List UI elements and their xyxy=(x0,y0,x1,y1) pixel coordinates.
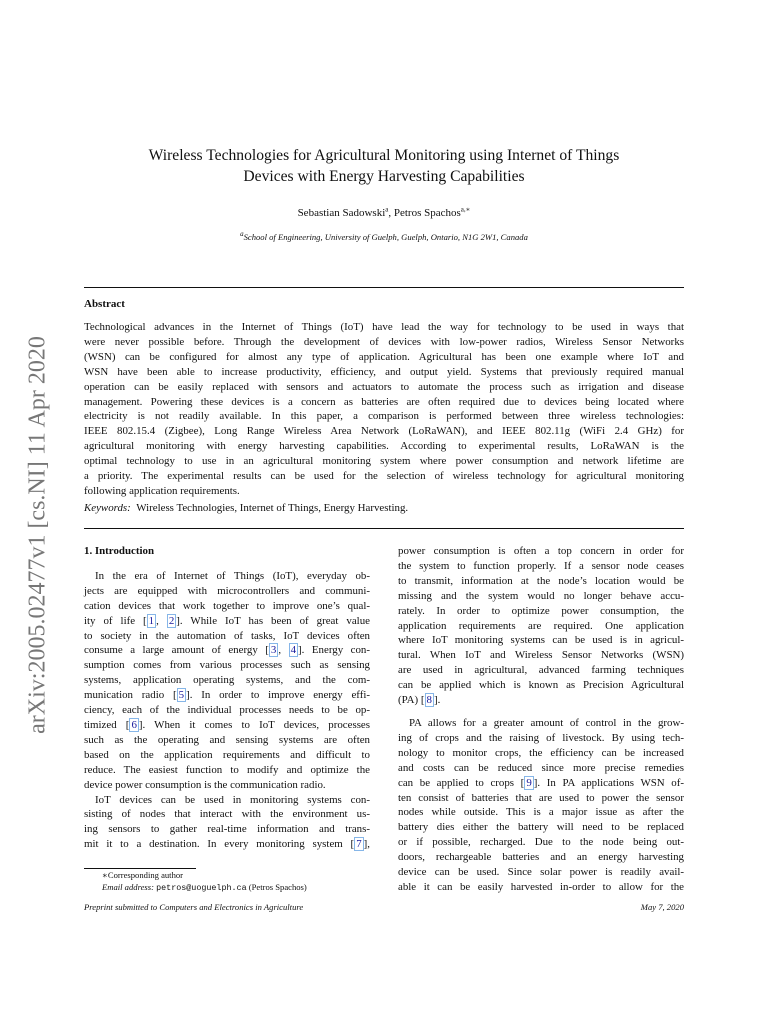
body-line: or if possible, recharged. Due to the node being out- xyxy=(398,836,684,849)
citation-link[interactable]: 6 xyxy=(131,718,137,731)
body-line: consume a large amount of energy [ 3 , 4 ]. Energy con- xyxy=(84,644,370,657)
affiliation-marker: a xyxy=(240,230,244,239)
authors xyxy=(84,207,684,219)
body-line: ing of crops and the raising of livestock. By using tech- xyxy=(398,731,684,744)
body-line: ciency, each of the individual processes needs to be op- xyxy=(84,704,370,717)
body-line: ity of life [ 1 , 2 ]. While IoT has been of great value xyxy=(84,614,370,627)
citation-link[interactable]: 3 xyxy=(270,644,277,657)
footnote-email-label: Email address: xyxy=(102,882,154,892)
keywords xyxy=(84,502,408,514)
body-line: tural. When IoT and Wireless Sensor Networks (WSN) xyxy=(398,649,684,662)
body-line: are used in agricultural, advanced farming techniques xyxy=(398,664,684,677)
body-line: cation devices that work together to improve one’s qual- xyxy=(84,599,370,612)
footnote xyxy=(84,869,307,894)
abstract-line: IEEE 802.15.4 (Zigbee), Long Range Wireless Area Network (LoRaWAN), and IEEE 802.11g (WiFi 2.4 GHz) for xyxy=(84,425,684,438)
footnote-email-owner: (Petros Spachos) xyxy=(248,882,307,892)
abstract-line: optimal technology to use in an agricultural monitoring system where power consumption and network lifetime are xyxy=(84,455,684,468)
body-line: based on the application requirements and difficult to xyxy=(84,748,370,761)
section-heading-introduction: 1. Introduction xyxy=(84,545,154,557)
body-line: able it can be easily harvested in-order to allow for the xyxy=(398,880,684,893)
body-line: IoT devices can be used in monitoring systems con- xyxy=(95,793,370,806)
body-line: device can be used. Since solar power is readily avail- xyxy=(398,866,684,879)
body-line: timized [ 6 ]. When it comes to IoT devices, processes xyxy=(84,718,371,731)
abstract-body xyxy=(84,320,684,499)
paper-title xyxy=(84,145,684,187)
affiliation-text: School of Engineering, University of Guelph, Guelph, Ontario, N1G 2W1, Canada xyxy=(243,232,528,242)
author-2-affil: a,∗ xyxy=(460,205,471,214)
body-line: ten consist of batteries that are used to power the sensor xyxy=(398,791,684,804)
citation-link[interactable]: 1 xyxy=(148,614,155,627)
body-line: doors, rechargeable batteries and an energy harvesting xyxy=(398,851,684,864)
body-line: ing sensors to gather real-time information and trans- xyxy=(84,823,370,836)
abstract-line: Technological advances in the Internet of Things (IoT) have lead the way for technology to be used in ways that xyxy=(84,321,684,333)
body-line: sumption comes from various processes such as sensing xyxy=(84,659,370,672)
footnote-email-link[interactable]: petros@uoguelph.ca xyxy=(156,883,247,893)
keywords-text: Wireless Technologies, Internet of Things, Energy Harvesting. xyxy=(136,502,409,514)
arxiv-stamp xyxy=(18,320,58,750)
body-line: can be applied which is known as Precision Agricultural xyxy=(398,679,684,692)
abstract-line: agricultural monitoring with energy harvesting capabilities. According to experimental results, LoRaWAN is the xyxy=(84,440,684,453)
abstract-line: (WSN) can be configured for almost any type of application. Agricultural has been one example where IoT and xyxy=(84,350,684,363)
abstract-line: WSN have been able to increase productivity, efficiency, and output yield. Systems that previously required manual xyxy=(84,365,684,378)
body-line: the system to function properly. If a sensor node ceases xyxy=(398,559,684,572)
author-1: Sebastian Sadowski xyxy=(297,207,386,219)
citation-link[interactable]: 8 xyxy=(426,694,432,707)
abstract-line: electricity is not readily available. In this paper, a comparison is performed between three wireless technologies: xyxy=(84,410,684,423)
citation-link[interactable]: 9 xyxy=(526,776,532,789)
body-line: such as the operating and sensing systems are often xyxy=(84,733,370,746)
author-2: Petros Spachos xyxy=(393,207,461,219)
body-line: to transmit, information at the node’s location would be xyxy=(398,574,684,587)
body-line: missing and the system would no longer behave accu- xyxy=(398,589,684,602)
body-line: sisting of nodes that interact with the environment us- xyxy=(84,808,370,821)
arxiv-stamp-text: arXiv:2005.02477v1 [cs.NI] 11 Apr 2020 xyxy=(24,336,51,734)
body-line: nology to monitor crops, the efficiency can be increased xyxy=(398,746,684,759)
abstract-line: following application requirements. xyxy=(84,484,240,497)
body-line: to society in the automation of tasks, IoT devices often xyxy=(84,629,370,642)
abstract-line: a priority. The experimental results can be used for the selection of wireless technology for agricultural monitoring xyxy=(84,470,684,483)
footer-preprint: Preprint submitted to Computers and Electronics in Agriculture xyxy=(84,902,304,912)
citation-link[interactable]: 5 xyxy=(178,689,185,702)
body-line: power consumption is often a top concern in order for xyxy=(398,545,684,557)
abstract-divider xyxy=(84,528,684,529)
title-line-2: Devices with Energy Harvesting Capabilities xyxy=(243,168,525,185)
abstract-heading: Abstract xyxy=(84,298,125,310)
body-line: where IoT monitoring systems can be used is in agricul- xyxy=(398,634,684,647)
body-line: can be applied to crops [ 9 ]. In PA applications WSN of- xyxy=(398,776,685,789)
body-line: device power consumption is the communication radio. xyxy=(84,778,326,791)
author-1-affil: a xyxy=(385,205,389,214)
author-separator: , xyxy=(388,207,394,219)
top-divider xyxy=(84,287,684,288)
body-line: PA allows for a greater amount of control in the grow- xyxy=(409,716,684,729)
body-line: jects are equipped with microcontrollers and communi- xyxy=(84,584,370,597)
abstract-line: were never possible before. Through the development of devices with low-power radios, Wireless Sensor Networks xyxy=(84,335,684,348)
body-line: nodes while outside. This is a major issue as after the xyxy=(398,806,684,819)
keywords-label: Keywords: xyxy=(84,502,131,514)
citation-link[interactable]: 7 xyxy=(356,838,362,851)
title-line-1: Wireless Technologies for Agricultural Monitoring using Internet of Things xyxy=(148,147,620,164)
citation-link[interactable]: 4 xyxy=(290,644,297,657)
body-line: and costs can be reduced since more precise remedies xyxy=(398,761,684,774)
body-line: systems, application operating systems, and the com- xyxy=(84,674,370,687)
right-column xyxy=(398,544,684,895)
abstract-line: operation can be easily replaced with sensors and actuators to automate the process such as irrigation and disease xyxy=(84,380,684,393)
abstract-line: management. Powering these devices is a concern as batteries are often required due to devices being located where xyxy=(84,395,684,408)
body-line: munication radio [ 5 ]. In order to improve energy effi- xyxy=(84,689,370,702)
body-line: (PA) [ 8 ]. xyxy=(398,694,441,707)
citation-link[interactable]: 2 xyxy=(168,614,175,627)
body-line: rately. In order to optimize power consumption, the xyxy=(398,604,684,617)
body-line: In the era of Internet of Things (IoT), everyday ob- xyxy=(95,569,370,582)
body-line: reduce. The easiest function to modify and optimize the xyxy=(84,763,370,776)
footer-date: May 7, 2020 xyxy=(640,902,684,912)
left-column xyxy=(84,544,370,852)
affiliation xyxy=(84,232,684,242)
footnote-corresponding: ∗Corresponding author xyxy=(102,870,184,880)
body-line: application requirements are required. One application xyxy=(398,619,684,632)
body-line: battery dies either the battery will need to be replaced xyxy=(398,821,684,834)
body-line: mit it to a destination. In every monitoring system [ 7 ], xyxy=(84,838,370,851)
